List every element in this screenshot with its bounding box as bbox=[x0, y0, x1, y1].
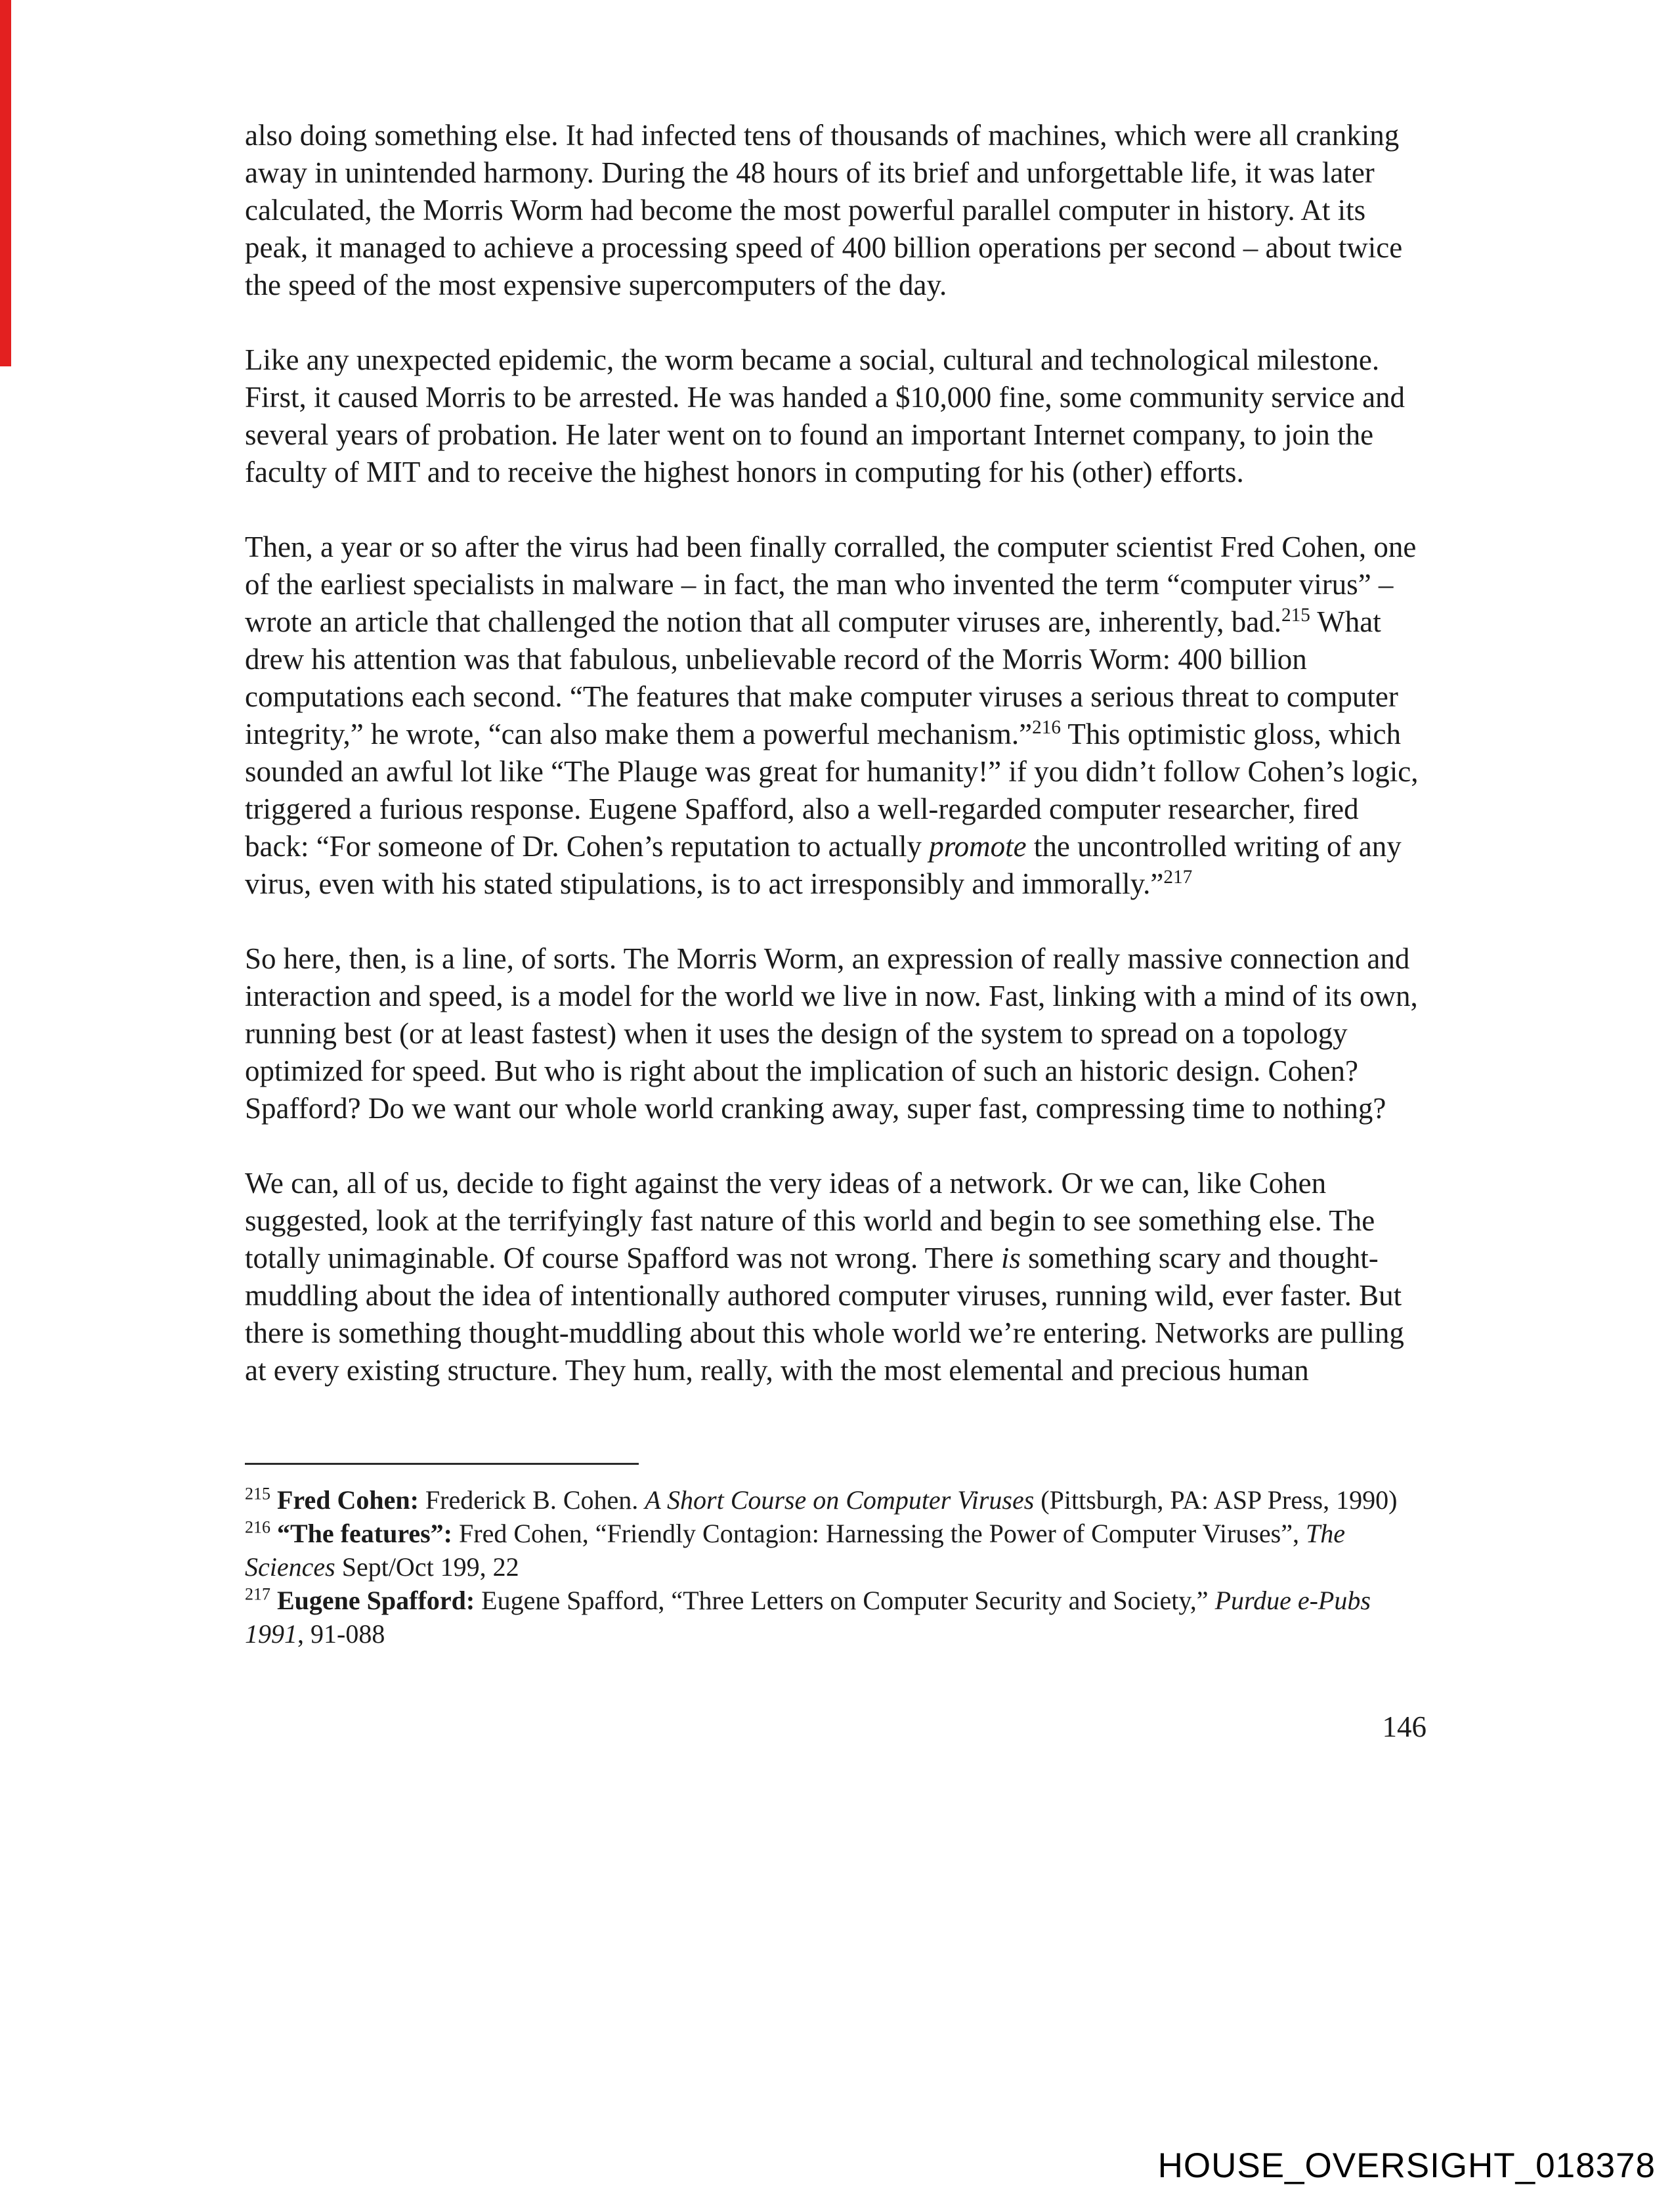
body-paragraph: also doing something else. It had infected tens of thousands of machines, which were all cranking away in unintended harmony. During the 48 hours of its brief and unforgettable life, it was later calculated, the Morris Worm had become the most powerful parallel computer in history. At its peak, it managed to achieve a processing speed of 400 billion operations per second – about twice the speed of the most expensive supercomputers of the day. bbox=[245, 119, 1403, 301]
footnote: $^{216}$ “The features”: Fred Cohen, “Friendly Contagion: Harnessing the Power of Computer Viruses”, The Sciences Sept/Oct 199, 22 bbox=[245, 1517, 1345, 1582]
footnote: $^{217}$ Eugene Spafford: Eugene Spafford, “Three Letters on Computer Security and Society,” Purdue e-Pubs 1991, 91-088 bbox=[245, 1584, 1371, 1649]
body-paragraph: Like any unexpected epidemic, the worm became a social, cultural and technological milestone. First, it caused Morris to be arrested. He was handed a $10,000 fine, some community service and several years of probation. He later went on to found an important Internet company, to join the faculty of MIT and to receive the highest honors in computing for his (other) efforts. bbox=[245, 343, 1406, 488]
page-number: 146 bbox=[1382, 1710, 1427, 1743]
footnote-separator bbox=[245, 1463, 639, 1465]
body-paragraph: We can, all of us, decide to fight against the very ideas of a network. Or we can, like Cohen suggested, look at the terrifyingly fast nature of this world and begin to see something else. The totally unimaginable. Of course Spafford was not wrong. There is something scary and thought-muddling about the idea of intentionally authored computer viruses, running wild, ever faster. But there is something thought-muddling about this whole world we’re entering. Networks are pulling at every existing structure. They hum, really, with the most elemental and precious human bbox=[245, 1167, 1404, 1387]
bates-stamp: HOUSE_OVERSIGHT_018378 bbox=[1157, 2146, 1656, 2185]
red-margin-bar bbox=[0, 0, 11, 366]
footnote: $^{215}$ Fred Cohen: Frederick B. Cohen. A Short Course on Computer Viruses (Pittsburgh, PA: ASP Press, 1990) bbox=[245, 1484, 1398, 1515]
footnotes-section bbox=[245, 1463, 1427, 1651]
page-content bbox=[245, 117, 1427, 1746]
body-paragraph: So here, then, is a line, of sorts. The Morris Worm, an expression of really massive connection and interaction and speed, is a model for the world we live in now. Fast, linking with a mind of its own, running best (or at least fastest) when it uses the design of the system to spread on a topology optimized for speed. But who is right about the implication of such an historic design. Cohen? Spafford? Do we want our whole world cranking away, super fast, compressing time to nothing? bbox=[245, 942, 1418, 1125]
body-paragraph: Then, a year or so after the virus had been finally corralled, the computer scientist Fred Cohen, one of the earliest specialists in malware – in fact, the man who invented the term “computer virus” – wrote an article that challenged the notion that all computer viruses are, inherently, bad.$^{215}$ What drew his attention was that fabulous, unbelievable record of the Morris Worm: 400 billion computations each second. “The features that make computer viruses a serious threat to computer integrity,” he wrote, “can also make them a powerful mechanism.”$^{216}$ This optimistic gloss, which sounded an awful lot like “The Plauge was great for humanity!” if you didn’t follow Cohen’s logic, triggered a furious response. Eugene Spafford, also a well-regarded computer researcher, fired back: “For someone of Dr. Cohen’s reputation to actually promote the uncontrolled writing of any virus, even with his stated stipulations, is to act irresponsibly and immorally.”$^{217}$ bbox=[245, 531, 1419, 900]
